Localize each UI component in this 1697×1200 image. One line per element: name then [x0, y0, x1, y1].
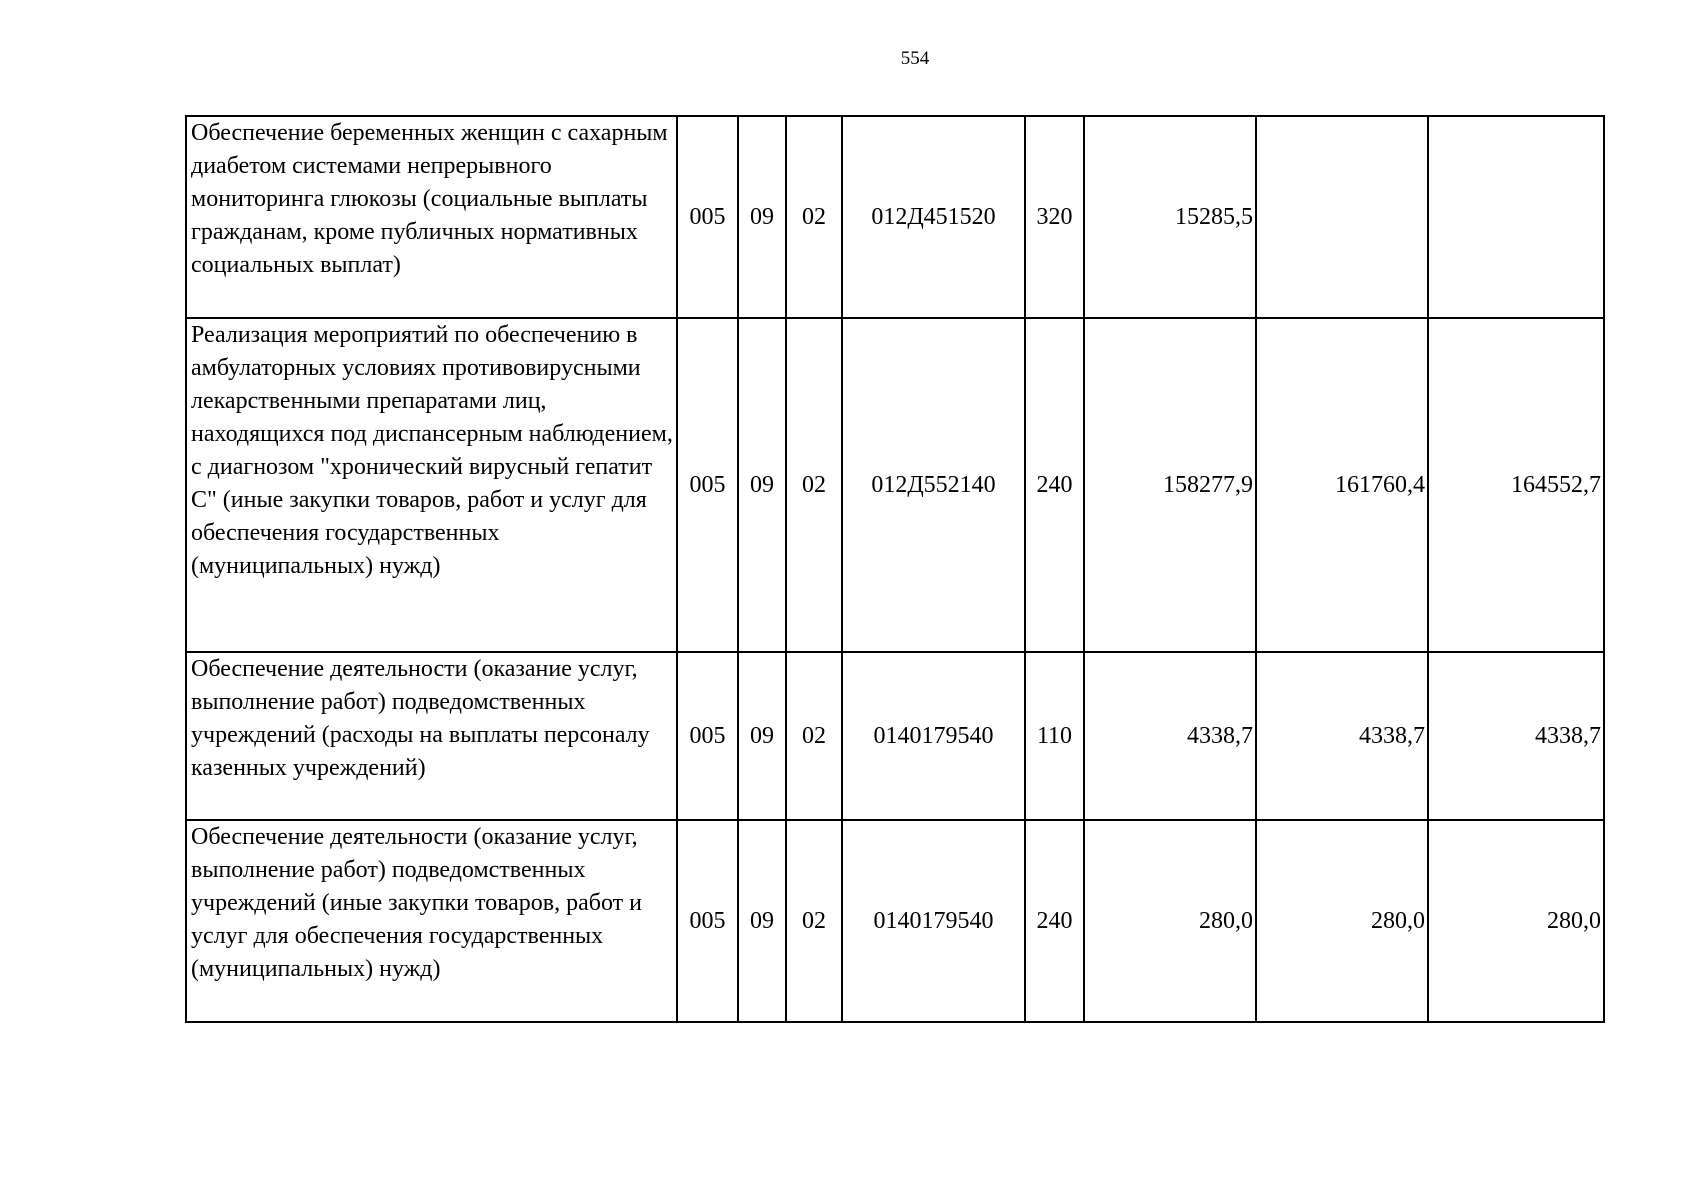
amount-2-cell [1256, 116, 1428, 318]
target-article-cell: 0140179540 [842, 652, 1025, 820]
expense-type-cell: 320 [1025, 116, 1084, 318]
target-article-cell: 012Д552140 [842, 318, 1025, 652]
amount-1-cell: 4338,7 [1084, 652, 1256, 820]
ministry-code-cell: 005 [677, 318, 738, 652]
subsection-code-cell: 02 [786, 116, 842, 318]
section-code-cell: 09 [738, 652, 786, 820]
amount-3-cell: 164552,7 [1428, 318, 1604, 652]
section-code-cell: 09 [738, 820, 786, 1022]
expense-type-cell: 110 [1025, 652, 1084, 820]
expense-name-cell: Обеспечение деятельности (оказание услуг, выполнение работ) подведомственных учреждений (расходы на выплаты персоналу казенных учреждений) [186, 652, 677, 820]
ministry-code-cell: 005 [677, 820, 738, 1022]
amount-3-cell: 280,0 [1428, 820, 1604, 1022]
subsection-code-cell: 02 [786, 652, 842, 820]
subsection-code-cell: 02 [786, 318, 842, 652]
amount-2-cell: 280,0 [1256, 820, 1428, 1022]
subsection-code-cell: 02 [786, 820, 842, 1022]
expense-name-cell: Обеспечение деятельности (оказание услуг, выполнение работ) подведомственных учреждений (иные закупки товаров, работ и услуг для обеспечения государственных (муниципальных) нужд) [186, 820, 677, 1022]
table-row [186, 820, 1604, 1022]
table-row [186, 116, 1604, 318]
amount-1-cell: 158277,9 [1084, 318, 1256, 652]
target-article-cell: 0140179540 [842, 820, 1025, 1022]
amount-2-cell: 161760,4 [1256, 318, 1428, 652]
amount-1-cell: 280,0 [1084, 820, 1256, 1022]
table-row [186, 318, 1604, 652]
expense-name-cell: Обеспечение беременных женщин с сахарным диабетом системами непрерывного мониторинга глюкозы (социальные выплаты гражданам, кроме публичных нормативных социальных выплат) [186, 116, 677, 318]
amount-2-cell: 4338,7 [1256, 652, 1428, 820]
expense-type-cell: 240 [1025, 318, 1084, 652]
table-row [186, 652, 1604, 820]
ministry-code-cell: 005 [677, 116, 738, 318]
section-code-cell: 09 [738, 318, 786, 652]
ministry-code-cell: 005 [677, 652, 738, 820]
expense-type-cell: 240 [1025, 820, 1084, 1022]
expense-name-cell: Реализация мероприятий по обеспечению в амбулаторных условиях противовирусными лекарственными препаратами лиц, находящихся под диспансерным наблюдением, с диагнозом "хронический вирусный гепатит С" (иные закупки товаров, работ и услуг для обеспечения государственных (муниципальных) нужд) [186, 318, 677, 652]
page-number: 554 [900, 48, 930, 69]
target-article-cell: 012Д451520 [842, 116, 1025, 318]
amount-3-cell: 4338,7 [1428, 652, 1604, 820]
section-code-cell: 09 [738, 116, 786, 318]
budget-table [185, 115, 1605, 1023]
amount-3-cell [1428, 116, 1604, 318]
amount-1-cell: 15285,5 [1084, 116, 1256, 318]
